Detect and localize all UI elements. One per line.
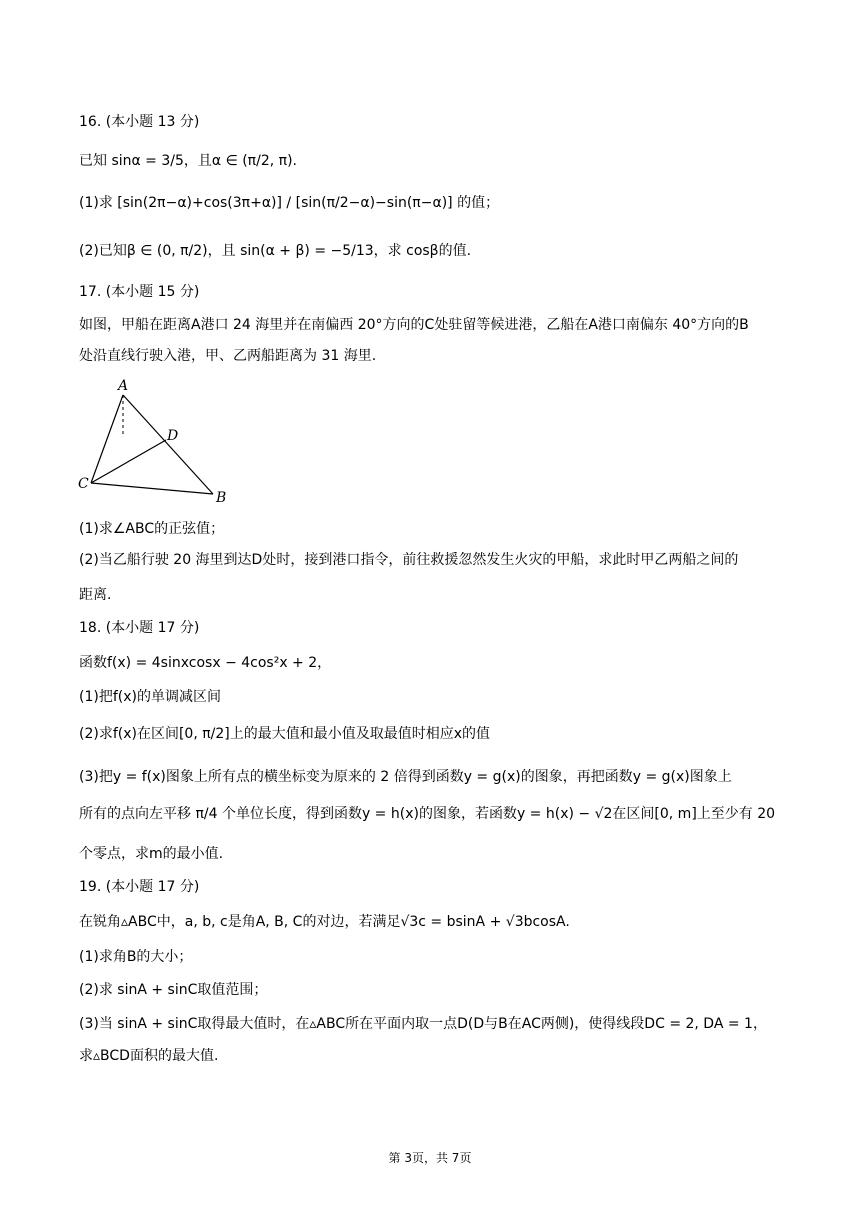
- q17-part1: (1)求∠ABC的正弦值；: [79, 521, 225, 537]
- q16-part2: (2)已知β ∈ (0, π/2)，且 sin(α + β) = −5/13，求 cosβ的值.: [79, 243, 472, 259]
- segment-ac: [91, 395, 123, 483]
- q19-header: 19. (本小题 17 分): [79, 879, 200, 895]
- q18-part3-line3: 个零点，求m的最小值.: [79, 846, 224, 862]
- q19-part2: (2)求 sinA + sinC取值范围；: [79, 982, 268, 998]
- label-b: B: [216, 490, 227, 506]
- label-d: D: [167, 428, 179, 444]
- q17-header: 17. (本小题 15 分): [79, 284, 200, 300]
- q18-function: 函数f(x) = 4sinxcosx − 4cos²x + 2，: [79, 655, 332, 671]
- q16-header: 16. (本小题 13 分): [79, 114, 200, 130]
- q18-part3-line2: 所有的点向左平移 π/4 个单位长度，得到函数y = h(x)的图象，若函数y = h(x) − √2在区间[0, m]上至少有 20: [79, 806, 776, 822]
- q18-part3-line1: (3)把y = f(x)图象上所有点的横坐标变为原来的 2 倍得到函数y = g(x)的图象，再把函数y = g(x)图象上: [79, 769, 732, 785]
- triangle-figure: [72, 374, 242, 506]
- q18-header: 18. (本小题 17 分): [79, 620, 200, 636]
- q16-part1: (1)求 [sin(2π−α)+cos(3π+α)] / [sin(π/2−α)−sin(π−α)] 的值；: [79, 195, 500, 211]
- q17-text-line2: 处沿直线行驶入港，甲、乙两船距离为 31 海里.: [79, 348, 377, 364]
- label-c: C: [78, 476, 89, 492]
- segment-ab: [123, 395, 213, 494]
- q19-given: 在锐角▵ABC中，a, b, c是角A, B, C的对边，若满足√3c = bsinA + √3bcosA.: [79, 914, 570, 930]
- q19-part1: (1)求角B的大小；: [79, 949, 193, 965]
- page-footer: 第 3页，共 7页: [388, 1151, 472, 1165]
- q18-part1: (1)把f(x)的单调减区间: [79, 689, 221, 705]
- q19-part3-line2: 求▵BCD面积的最大值.: [79, 1048, 219, 1064]
- segment-cb: [91, 483, 213, 494]
- q17-text-line1: 如图，甲船在距离A港口 24 海里并在南偏西 20°方向的C处驻留等候进港，乙船在A港口南偏东 40°方向的B: [79, 317, 749, 333]
- q17-part2-line1: (2)当乙船行驶 20 海里到达D处时，接到港口指令，前往救援忽然发生火灾的甲船，求此时甲乙两船之间的: [79, 552, 739, 568]
- q16-given: 已知 sinα = 3/5，且α ∈ (π/2, π).: [79, 153, 297, 169]
- segment-cd: [91, 440, 166, 483]
- q17-part2-line2: 距离.: [79, 587, 112, 603]
- q18-part2: (2)求f(x)在区间[0, π/2]上的最大值和最小值及取最值时相应x的值: [79, 726, 491, 742]
- label-a: A: [118, 378, 129, 394]
- q19-part3-line1: (3)当 sinA + sinC取得最大值时，在▵ABC所在平面内取一点D(D与B在AC两侧)，使得线段DC = 2, DA = 1，: [79, 1016, 767, 1032]
